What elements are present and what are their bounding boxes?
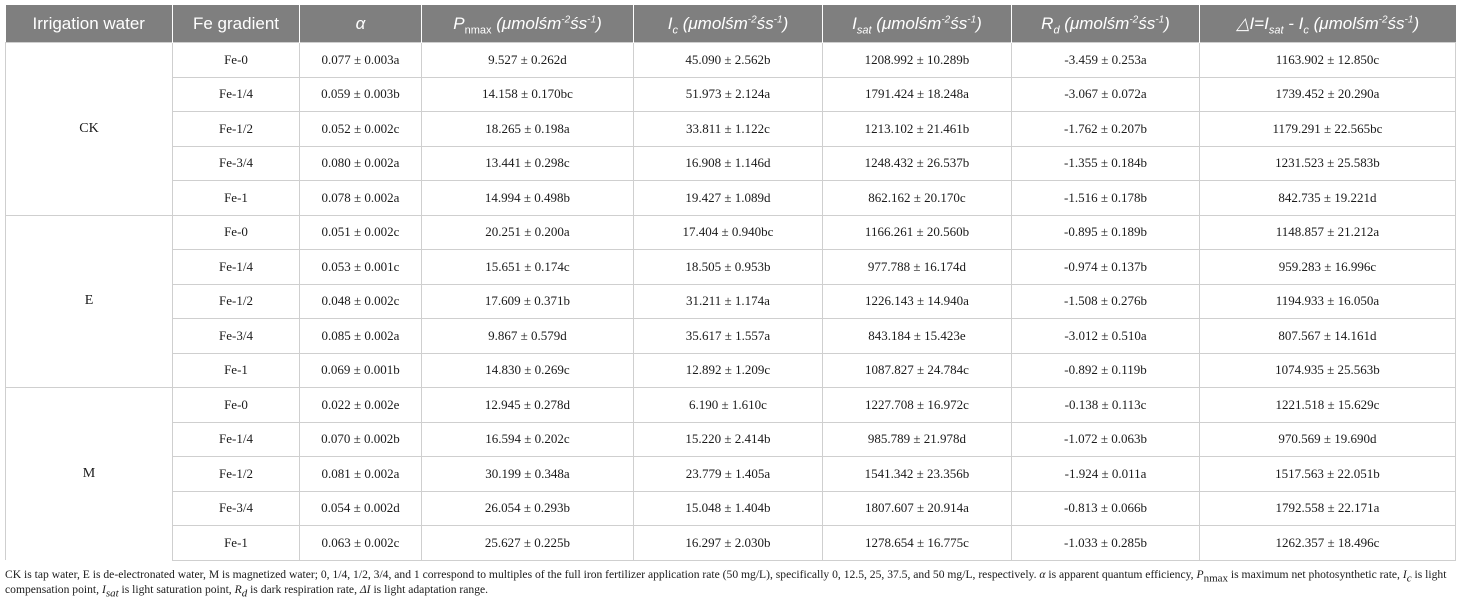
col-header-irrigation-water: Irrigation water bbox=[6, 5, 173, 43]
cell-isat: 862.162 ± 20.170c bbox=[823, 181, 1012, 216]
cell-ic: 16.297 ± 2.030b bbox=[634, 526, 823, 561]
cell-fe: Fe-0 bbox=[173, 388, 300, 423]
cell-delta-i: 807.567 ± 14.161d bbox=[1200, 319, 1456, 354]
cell-alpha: 0.080 ± 0.002a bbox=[300, 146, 422, 181]
cell-isat: 1227.708 ± 16.972c bbox=[823, 388, 1012, 423]
cell-rd: -1.508 ± 0.276b bbox=[1012, 284, 1200, 319]
table-row bbox=[6, 491, 1456, 526]
cell-isat: 1791.424 ± 18.248a bbox=[823, 77, 1012, 112]
cell-pnmax: 18.265 ± 0.198a bbox=[422, 112, 634, 147]
cell-alpha: 0.053 ± 0.001c bbox=[300, 250, 422, 285]
cell-pnmax: 16.594 ± 0.202c bbox=[422, 422, 634, 457]
cell-ic: 19.427 ± 1.089d bbox=[634, 181, 823, 216]
cell-delta-i: 1231.523 ± 25.583b bbox=[1200, 146, 1456, 181]
cell-isat: 977.788 ± 16.174d bbox=[823, 250, 1012, 285]
cell-pnmax: 13.441 ± 0.298c bbox=[422, 146, 634, 181]
cell-isat: 1166.261 ± 20.560b bbox=[823, 215, 1012, 250]
cell-delta-i: 842.735 ± 19.221d bbox=[1200, 181, 1456, 216]
cell-delta-i: 1179.291 ± 22.565bc bbox=[1200, 112, 1456, 147]
cell-isat: 1087.827 ± 24.784c bbox=[823, 353, 1012, 388]
cell-alpha: 0.070 ± 0.002b bbox=[300, 422, 422, 457]
cell-alpha: 0.081 ± 0.002a bbox=[300, 457, 422, 492]
table-figure bbox=[5, 5, 1455, 597]
cell-ic: 17.404 ± 0.940bc bbox=[634, 215, 823, 250]
group-label-ck: CK bbox=[6, 43, 173, 216]
cell-delta-i: 1074.935 ± 25.563b bbox=[1200, 353, 1456, 388]
cell-alpha: 0.085 ± 0.002a bbox=[300, 319, 422, 354]
cell-fe: Fe-1/4 bbox=[173, 77, 300, 112]
cell-fe: Fe-3/4 bbox=[173, 146, 300, 181]
cell-pnmax: 26.054 ± 0.293b bbox=[422, 491, 634, 526]
cell-alpha: 0.069 ± 0.001b bbox=[300, 353, 422, 388]
cell-pnmax: 12.945 ± 0.278d bbox=[422, 388, 634, 423]
table-row bbox=[6, 146, 1456, 181]
table-row bbox=[6, 43, 1456, 78]
table-row bbox=[6, 422, 1456, 457]
cell-isat: 1248.432 ± 26.537b bbox=[823, 146, 1012, 181]
cell-isat: 1226.143 ± 14.940a bbox=[823, 284, 1012, 319]
cell-alpha: 0.059 ± 0.003b bbox=[300, 77, 422, 112]
table-row bbox=[6, 250, 1456, 285]
table-row bbox=[6, 388, 1456, 423]
cell-rd: -3.067 ± 0.072a bbox=[1012, 77, 1200, 112]
cell-fe: Fe-1/2 bbox=[173, 284, 300, 319]
cell-rd: -3.012 ± 0.510a bbox=[1012, 319, 1200, 354]
cell-isat: 1278.654 ± 16.775c bbox=[823, 526, 1012, 561]
group-label-e: E bbox=[6, 215, 173, 388]
cell-rd: -1.355 ± 0.184b bbox=[1012, 146, 1200, 181]
table-row bbox=[6, 284, 1456, 319]
cell-delta-i: 1739.452 ± 20.290a bbox=[1200, 77, 1456, 112]
cell-pnmax: 20.251 ± 0.200a bbox=[422, 215, 634, 250]
cell-rd: -0.892 ± 0.119b bbox=[1012, 353, 1200, 388]
cell-isat: 843.184 ± 15.423e bbox=[823, 319, 1012, 354]
cell-delta-i: 970.569 ± 19.690d bbox=[1200, 422, 1456, 457]
cell-rd: -0.813 ± 0.066b bbox=[1012, 491, 1200, 526]
cell-fe: Fe-1 bbox=[173, 181, 300, 216]
table-row bbox=[6, 112, 1456, 147]
col-header-rd: $R_d$ $(\mu molśm^{-2}śs^{-1})$ bbox=[1012, 5, 1200, 43]
table-row bbox=[6, 77, 1456, 112]
cell-alpha: 0.063 ± 0.002c bbox=[300, 526, 422, 561]
footnote-alpha-symbol: α bbox=[1039, 567, 1046, 581]
cell-rd: -1.516 ± 0.178b bbox=[1012, 181, 1200, 216]
cell-pnmax: 17.609 ± 0.371b bbox=[422, 284, 634, 319]
cell-ic: 33.811 ± 1.122c bbox=[634, 112, 823, 147]
cell-pnmax: 14.830 ± 0.269c bbox=[422, 353, 634, 388]
cell-isat: 1541.342 ± 23.356b bbox=[823, 457, 1012, 492]
cell-fe: Fe-1/4 bbox=[173, 250, 300, 285]
cell-fe: Fe-1 bbox=[173, 526, 300, 561]
cell-rd: -1.072 ± 0.063b bbox=[1012, 422, 1200, 457]
cell-ic: 16.908 ± 1.146d bbox=[634, 146, 823, 181]
cell-alpha: 0.052 ± 0.002c bbox=[300, 112, 422, 147]
cell-alpha: 0.077 ± 0.003a bbox=[300, 43, 422, 78]
cell-ic: 45.090 ± 2.562b bbox=[634, 43, 823, 78]
cell-fe: Fe-0 bbox=[173, 43, 300, 78]
cell-isat: 985.789 ± 21.978d bbox=[823, 422, 1012, 457]
cell-alpha: 0.048 ± 0.002c bbox=[300, 284, 422, 319]
cell-isat: 1213.102 ± 21.461b bbox=[823, 112, 1012, 147]
cell-delta-i: 1262.357 ± 18.496c bbox=[1200, 526, 1456, 561]
cell-delta-i: 1221.518 ± 15.629c bbox=[1200, 388, 1456, 423]
col-header-alpha bbox=[300, 5, 422, 43]
cell-ic: 51.973 ± 2.124a bbox=[634, 77, 823, 112]
cell-alpha: 0.054 ± 0.002d bbox=[300, 491, 422, 526]
table-row bbox=[6, 215, 1456, 250]
table-row bbox=[6, 181, 1456, 216]
cell-rd: -1.033 ± 0.285b bbox=[1012, 526, 1200, 561]
cell-ic: 15.048 ± 1.404b bbox=[634, 491, 823, 526]
cell-fe: Fe-1 bbox=[173, 353, 300, 388]
cell-pnmax: 25.627 ± 0.225b bbox=[422, 526, 634, 561]
cell-rd: -1.924 ± 0.011a bbox=[1012, 457, 1200, 492]
cell-rd: -0.138 ± 0.113c bbox=[1012, 388, 1200, 423]
table-row bbox=[6, 353, 1456, 388]
photosynthesis-parameters-table bbox=[5, 5, 1456, 561]
cell-pnmax: 15.651 ± 0.174c bbox=[422, 250, 634, 285]
table-footnote: CK is tap water, E is de-electronated water, M is magnetized water; 0, 1/4, 1/2, 3/4, and 1 correspond to multiples of the full iron fertilizer application rate (50 mg/L), specifically 0, 12.5, 25, 37.5, and 50 mg/L, respectively. α is apparent quantum efficiency, $P_{nmax}$ is maximum net photosynthetic rate, $I_c$ is light compensation point, $I_{sat}$ is light saturation point, $R_d$ is dark respiration rate, ΔI is light adaptation range. bbox=[5, 567, 1447, 599]
cell-fe: Fe-1/2 bbox=[173, 112, 300, 147]
cell-delta-i: 1148.857 ± 21.212a bbox=[1200, 215, 1456, 250]
cell-ic: 6.190 ± 1.610c bbox=[634, 388, 823, 423]
alpha-symbol: α bbox=[355, 13, 366, 33]
cell-fe: Fe-1/2 bbox=[173, 457, 300, 492]
col-header-delta-i: $\triangle I=I_{sat} - I_c$ $(\mu molśm^{-2}śs^{-1})$ bbox=[1200, 5, 1456, 43]
col-header-ic: $I_c$ $(\mu molśm^{-2}śs^{-1})$ bbox=[634, 5, 823, 43]
cell-isat: 1807.607 ± 20.914a bbox=[823, 491, 1012, 526]
table-row bbox=[6, 457, 1456, 492]
cell-fe: Fe-3/4 bbox=[173, 491, 300, 526]
cell-delta-i: 959.283 ± 16.996c bbox=[1200, 250, 1456, 285]
cell-alpha: 0.051 ± 0.002c bbox=[300, 215, 422, 250]
cell-delta-i: 1194.933 ± 16.050a bbox=[1200, 284, 1456, 319]
cell-fe: Fe-0 bbox=[173, 215, 300, 250]
cell-isat: 1208.992 ± 10.289b bbox=[823, 43, 1012, 78]
table-body bbox=[6, 43, 1456, 561]
table-row bbox=[6, 319, 1456, 354]
cell-pnmax: 14.158 ± 0.170bc bbox=[422, 77, 634, 112]
cell-fe: Fe-1/4 bbox=[173, 422, 300, 457]
cell-ic: 12.892 ± 1.209c bbox=[634, 353, 823, 388]
cell-fe: Fe-3/4 bbox=[173, 319, 300, 354]
table-row bbox=[6, 526, 1456, 561]
cell-rd: -3.459 ± 0.253a bbox=[1012, 43, 1200, 78]
col-header-pnmax: $P_{nmax}$ $(\mu molśm^{-2}śs^{-1})$ bbox=[422, 5, 634, 43]
cell-ic: 31.211 ± 1.174a bbox=[634, 284, 823, 319]
cell-ic: 23.779 ± 1.405a bbox=[634, 457, 823, 492]
group-label-m: M bbox=[6, 388, 173, 561]
cell-pnmax: 30.199 ± 0.348a bbox=[422, 457, 634, 492]
header-row bbox=[6, 5, 1456, 43]
cell-rd: -0.895 ± 0.189b bbox=[1012, 215, 1200, 250]
cell-delta-i: 1517.563 ± 22.051b bbox=[1200, 457, 1456, 492]
cell-rd: -1.762 ± 0.207b bbox=[1012, 112, 1200, 147]
cell-ic: 35.617 ± 1.557a bbox=[634, 319, 823, 354]
cell-ic: 15.220 ± 2.414b bbox=[634, 422, 823, 457]
cell-pnmax: 14.994 ± 0.498b bbox=[422, 181, 634, 216]
col-header-isat: $I_{sat}$ $(\mu molśm^{-2}śs^{-1})$ bbox=[823, 5, 1012, 43]
cell-alpha: 0.078 ± 0.002a bbox=[300, 181, 422, 216]
cell-ic: 18.505 ± 0.953b bbox=[634, 250, 823, 285]
cell-delta-i: 1163.902 ± 12.850c bbox=[1200, 43, 1456, 78]
cell-pnmax: 9.527 ± 0.262d bbox=[422, 43, 634, 78]
cell-pnmax: 9.867 ± 0.579d bbox=[422, 319, 634, 354]
cell-delta-i: 1792.558 ± 22.171a bbox=[1200, 491, 1456, 526]
col-header-fe-gradient: Fe gradient bbox=[173, 5, 300, 43]
cell-rd: -0.974 ± 0.137b bbox=[1012, 250, 1200, 285]
cell-alpha: 0.022 ± 0.002e bbox=[300, 388, 422, 423]
